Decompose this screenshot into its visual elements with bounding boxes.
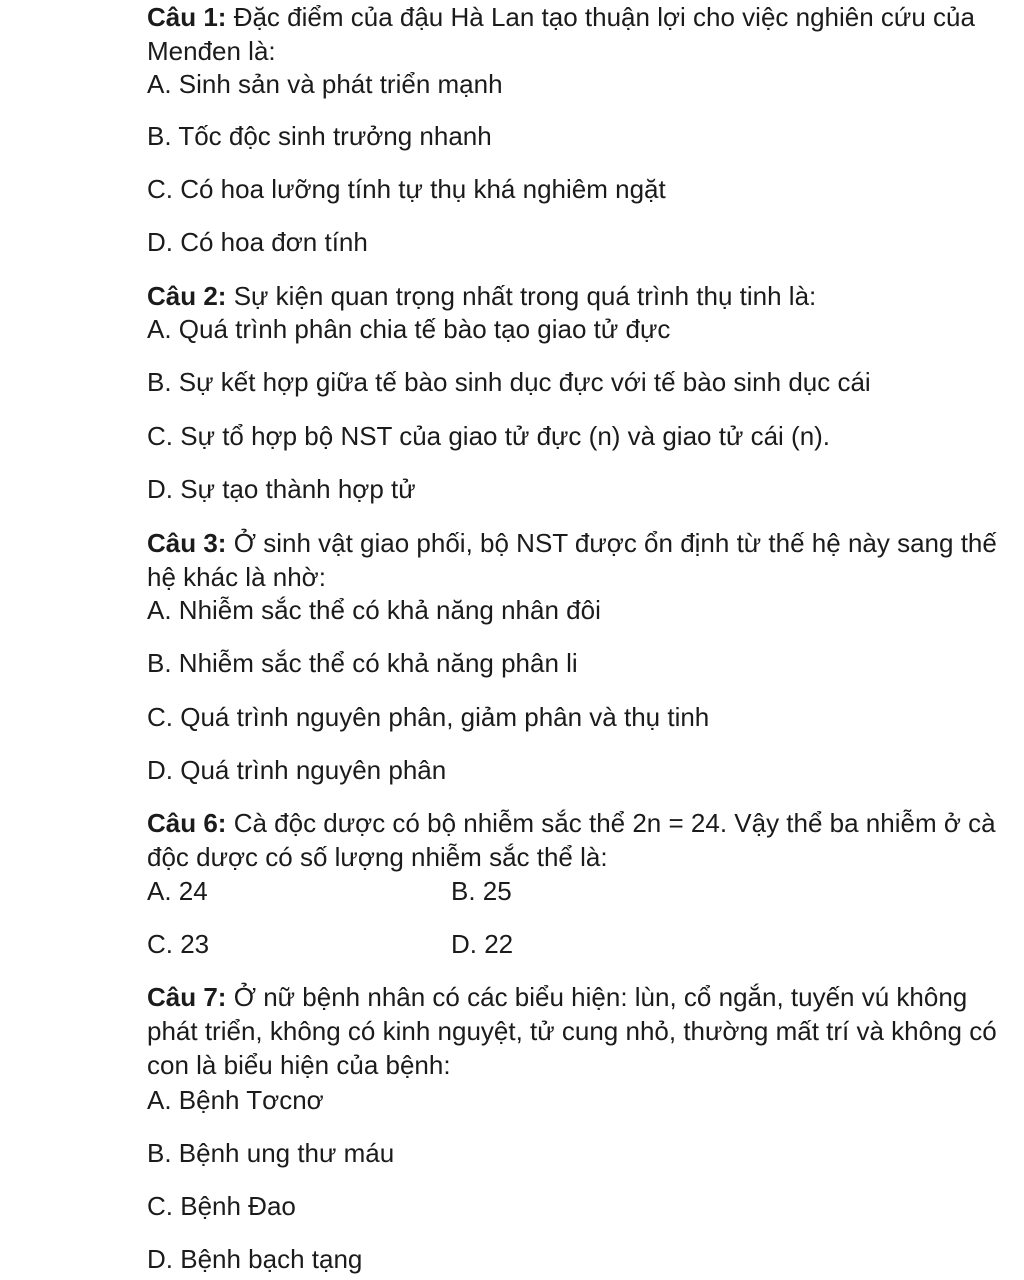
question-6-option-d: D. 22 (451, 929, 514, 959)
question-1-option-d: D. Có hoa đơn tính (147, 227, 368, 257)
question-3-option-d: D. Quá trình nguyên phân (147, 755, 447, 785)
question-3-option-c: C. Quá trình nguyên phân, giảm phân và thụ tinh (147, 702, 710, 732)
question-3-label: Câu 3: (147, 528, 227, 558)
question-2-option-d: D. Sự tạo thành hợp tử (147, 474, 416, 504)
question-7-option-d: D. Bệnh bạch tạng (147, 1244, 363, 1274)
question-1-option-b: B. Tốc độc sinh trưởng nhanh (147, 121, 492, 151)
question-2-text: Sự kiện quan trọng nhất trong quá trình thụ tinh là: (226, 281, 817, 311)
question-3-option-a: A. Nhiễm sắc thể có khả năng nhân đôi (147, 595, 601, 625)
question-7-option-a: A. Bệnh Tơcnơ (147, 1085, 324, 1115)
question-1-text: Đặc điểm của đậu Hà Lan tạo thuận lợi cho việc nghiên cứu của Menđen là: (147, 2, 975, 66)
question-1-option-a: A. Sinh sản và phát triển mạnh (147, 69, 503, 99)
question-7-option-b: B. Bệnh ung thư máu (147, 1138, 395, 1168)
question-2 (147, 279, 1019, 313)
question-3 (147, 526, 1019, 594)
question-2-option-c: C. Sự tổ hợp bộ NST của giao tử đực (n) và giao tử cái (n). (147, 421, 831, 451)
question-3-text: Ở sinh vật giao phối, bộ NST được ổn định từ thế hệ này sang thế hệ khác là nhờ: (147, 528, 997, 592)
question-6-label: Câu 6: (147, 808, 227, 838)
question-2-option-b: B. Sự kết hợp giữa tế bào sinh dục đực với tế bào sinh dục cái (147, 367, 871, 397)
question-6-option-b: B. 25 (451, 876, 512, 906)
question-6-text: Cà độc dược có bộ nhiễm sắc thể 2n = 24. Vậy thể ba nhiễm ở cà độc dược có số lượng nhiễm sắc thể là: (147, 808, 996, 872)
question-2-option-a: A. Quá trình phân chia tế bào tạo giao tử đực (147, 314, 671, 344)
question-7-text: Ở nữ bệnh nhân có các biểu hiện: lùn, cổ ngắn, tuyến vú không phát triển, không có kinh nguyệt, tử cung nhỏ, thường mất trí và không có con là biểu hiện của bệnh: (147, 982, 997, 1080)
question-6-option-c: C. 23 (147, 929, 210, 959)
question-6 (147, 806, 1019, 874)
question-1-label: Câu 1: (147, 2, 227, 32)
question-6-option-a: A. 24 (147, 876, 208, 906)
question-7 (147, 980, 1019, 1082)
question-7-label: Câu 7: (147, 982, 227, 1012)
question-1-option-c: C. Có hoa lưỡng tính tự thụ khá nghiêm ngặt (147, 174, 666, 204)
question-3-option-b: B. Nhiễm sắc thể có khả năng phân li (147, 648, 578, 678)
question-7-option-c: C. Bệnh Đao (147, 1191, 296, 1221)
question-1 (147, 0, 1019, 68)
question-2-label: Câu 2: (147, 281, 227, 311)
